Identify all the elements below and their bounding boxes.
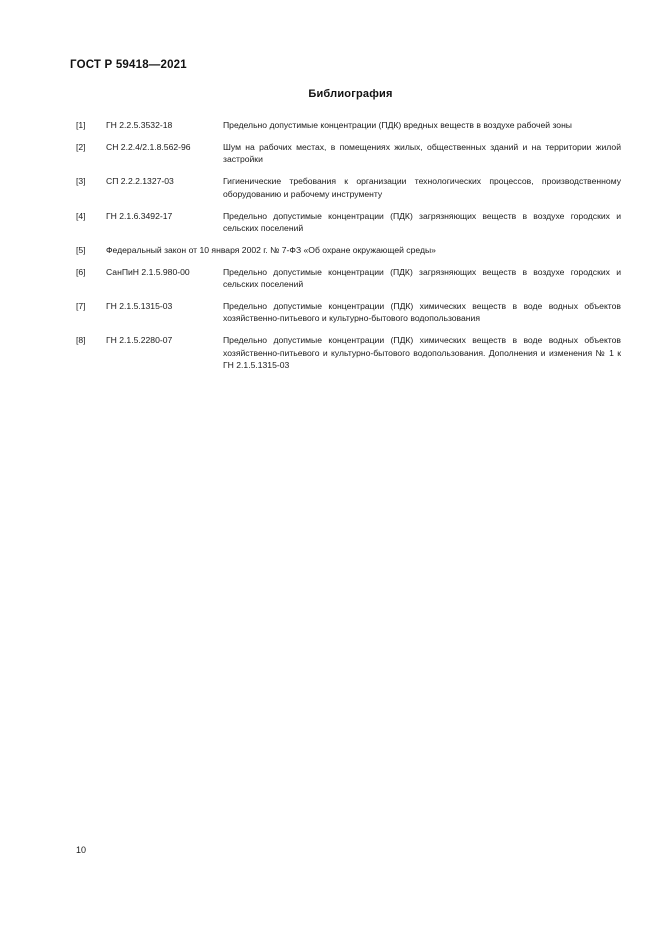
entry-text: Предельно допустимые концентрации (ПДК) химических веществ в воде водных объектов хозяйственно-питьевого и культурно-бытового водопользования (223, 301, 621, 324)
entry-text: Предельно допустимые концентрации (ПДК) загрязняющих веществ в воздухе городских и сельских поселений (223, 210, 621, 233)
bibliography-entry (76, 210, 621, 235)
entry-code: СанПиН 2.1.5.980-00 (106, 266, 190, 277)
entry-number: [2] (76, 141, 86, 152)
bibliography-entry (76, 175, 621, 200)
bibliography-entry (76, 119, 621, 131)
entry-text: Предельно допустимые концентрации (ПДК) химических веществ в воде водных объектов хозяйственно-питьевого и культурно-бытового водопользования. Дополнения и изменения № 1 к ГН 2.1.5.1315-03 (223, 335, 621, 371)
entry-code: СП 2.2.2.1327-03 (106, 176, 174, 187)
page-number: 10 (76, 845, 87, 855)
bibliography-entry (76, 300, 621, 325)
entry-code: ГН 2.1.5.1315-03 (106, 301, 173, 312)
entry-number: [8] (76, 335, 86, 346)
entry-text: Предельно допустимые концентрации (ПДК) загрязняющих веществ в воздухе городских и сельских поселений (223, 266, 621, 290)
entry-code: ГН 2.1.6.3492-17 (106, 210, 173, 221)
bibliography-list (76, 119, 621, 381)
entry-text: Федеральный закон от 10 января 2002 г. № 7-ФЗ «Об охране окружающей среды» (106, 244, 436, 255)
bibliography-entry (76, 334, 621, 371)
entry-number: [7] (76, 301, 86, 312)
entry-text: Предельно допустимые концентрации (ПДК) вредных веществ в воздухе рабочей зоны (223, 120, 572, 130)
entry-number: [1] (76, 120, 86, 130)
running-header: ГОСТ Р 59418—2021 (70, 59, 187, 71)
entry-number: [5] (76, 244, 86, 255)
entry-code: ГН 2.1.5.2280-07 (106, 335, 173, 346)
entry-text: Шум на рабочих местах, в помещениях жилых, общественных зданий и на территории жилой застройки (223, 141, 621, 165)
entry-text: Гигиенические требования к организации технологических процессов, производственному оборудованию и рабочему инструменту (223, 176, 621, 199)
page-title: Библиография (308, 88, 393, 100)
bibliography-entry (76, 244, 621, 256)
entry-number: [6] (76, 266, 86, 277)
bibliography-entry (76, 141, 621, 166)
bibliography-entry (76, 266, 621, 291)
entry-number: [3] (76, 176, 86, 187)
entry-code: СН 2.2.4/2.1.8.562-96 (106, 141, 191, 152)
entry-number: [4] (76, 210, 86, 221)
entry-code: ГН 2.2.5.3532-18 (106, 120, 173, 130)
